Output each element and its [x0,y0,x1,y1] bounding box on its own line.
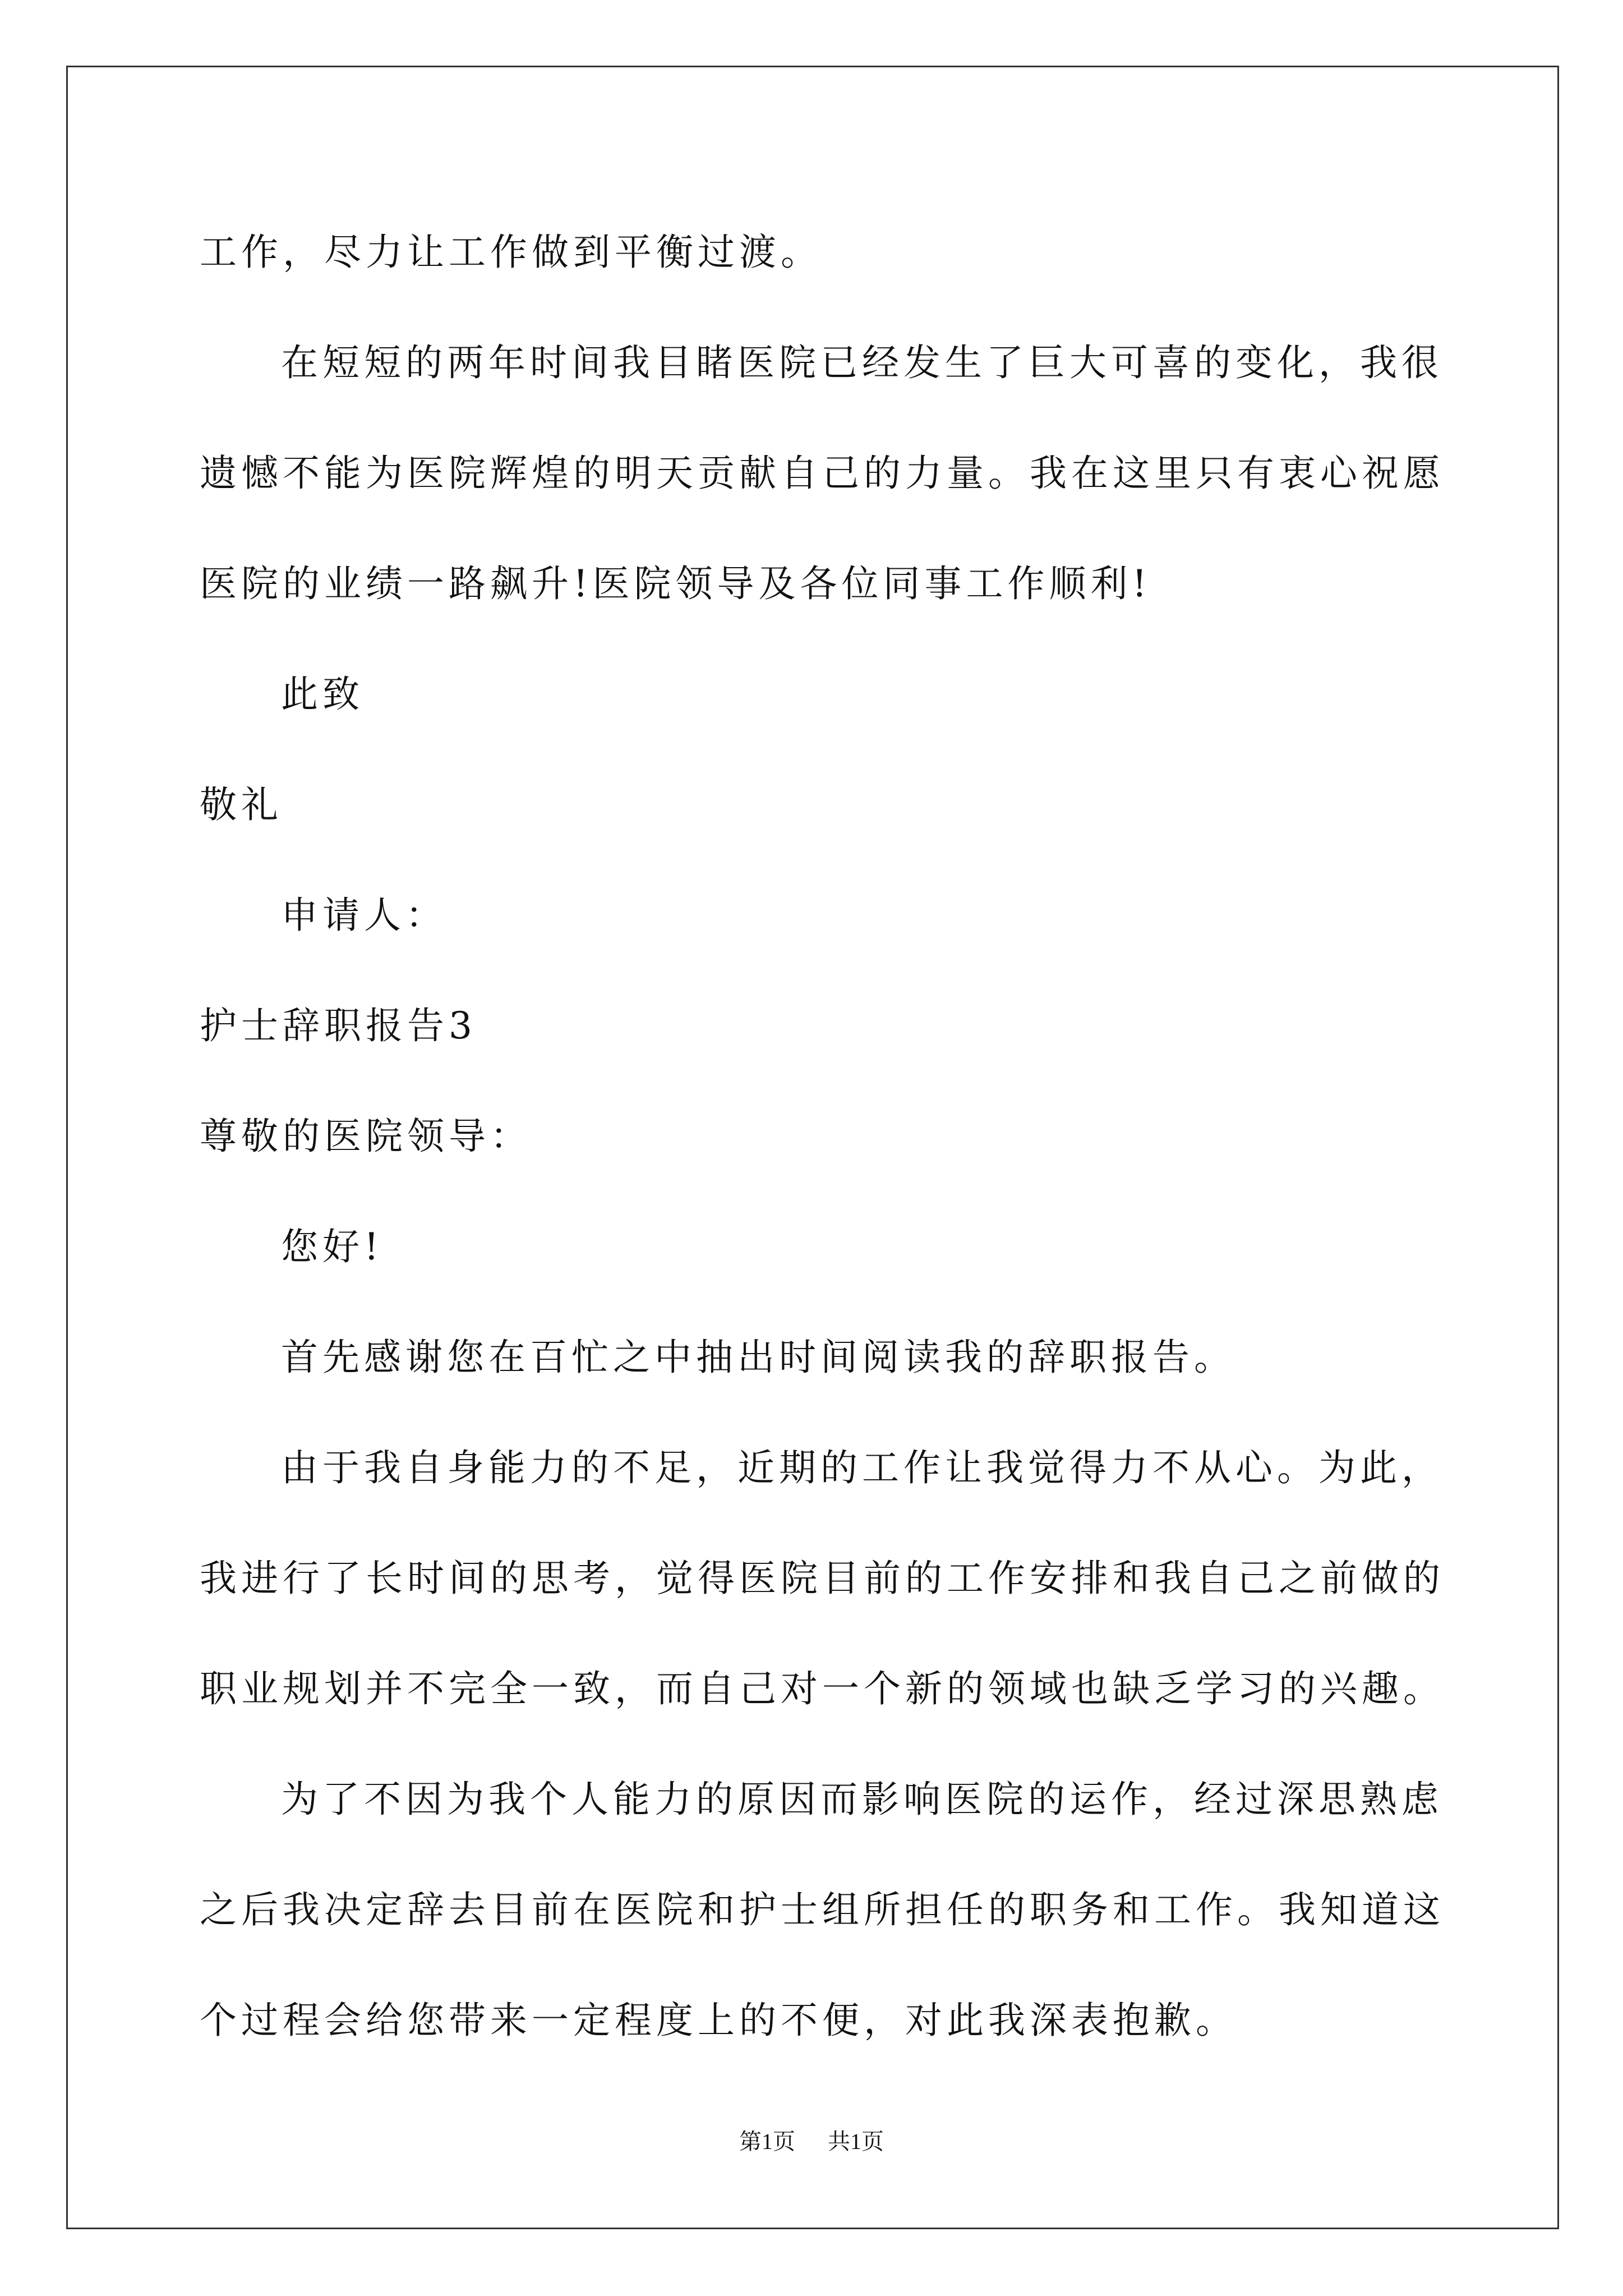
body-line: 我进行了长时间的思考，觉得医院目前的工作安排和我自己之前做的 [200,1557,1445,1600]
salutation: 尊敬的医院领导： [200,1115,532,1158]
body-line: 在短短的两年时间我目睹医院已经发生了巨大可喜的变化，我很 [281,341,1443,384]
page-number-current: 第1页 [739,2129,795,2154]
section-title: 护士辞职报告3 [200,1004,477,1047]
body-line: 职业规划并不完全一致，而自己对一个新的领域也缺乏学习的兴趣。 [200,1667,1445,1710]
document-body [200,208,1445,2086]
closing-salutation: 此致 [281,673,364,716]
body-line: 医院的业绩一路飙升!医院领导及各位同事工作顺利! [200,562,1152,605]
body-line: 遗憾不能为医院辉煌的明天贡献自己的力量。我在这里只有衷心祝愿 [200,452,1445,495]
applicant-label: 申请人： [281,894,447,937]
page-number-total: 共1页 [828,2129,884,2154]
body-line: 由于我自身能力的不足，近期的工作让我觉得力不从心。为此， [281,1446,1443,1489]
body-line: 工作，尽力让工作做到平衡过渡。 [200,231,822,274]
body-line: 个过程会给您带来一定程度上的不便，对此我深表抱歉。 [200,1999,1237,2042]
page-footer [0,2125,1623,2159]
greeting: 您好! [281,1225,384,1268]
body-line: 为了不因为我个人能力的原因而影响医院的运作，经过深思熟虑 [281,1778,1443,1821]
body-line: 首先感谢您在百忙之中抽出时间阅读我的辞职报告。 [281,1336,1235,1379]
body-line: 之后我决定辞去目前在医院和护士组所担任的职务和工作。我知道这 [200,1888,1445,1931]
closing-regards: 敬礼 [200,783,283,826]
